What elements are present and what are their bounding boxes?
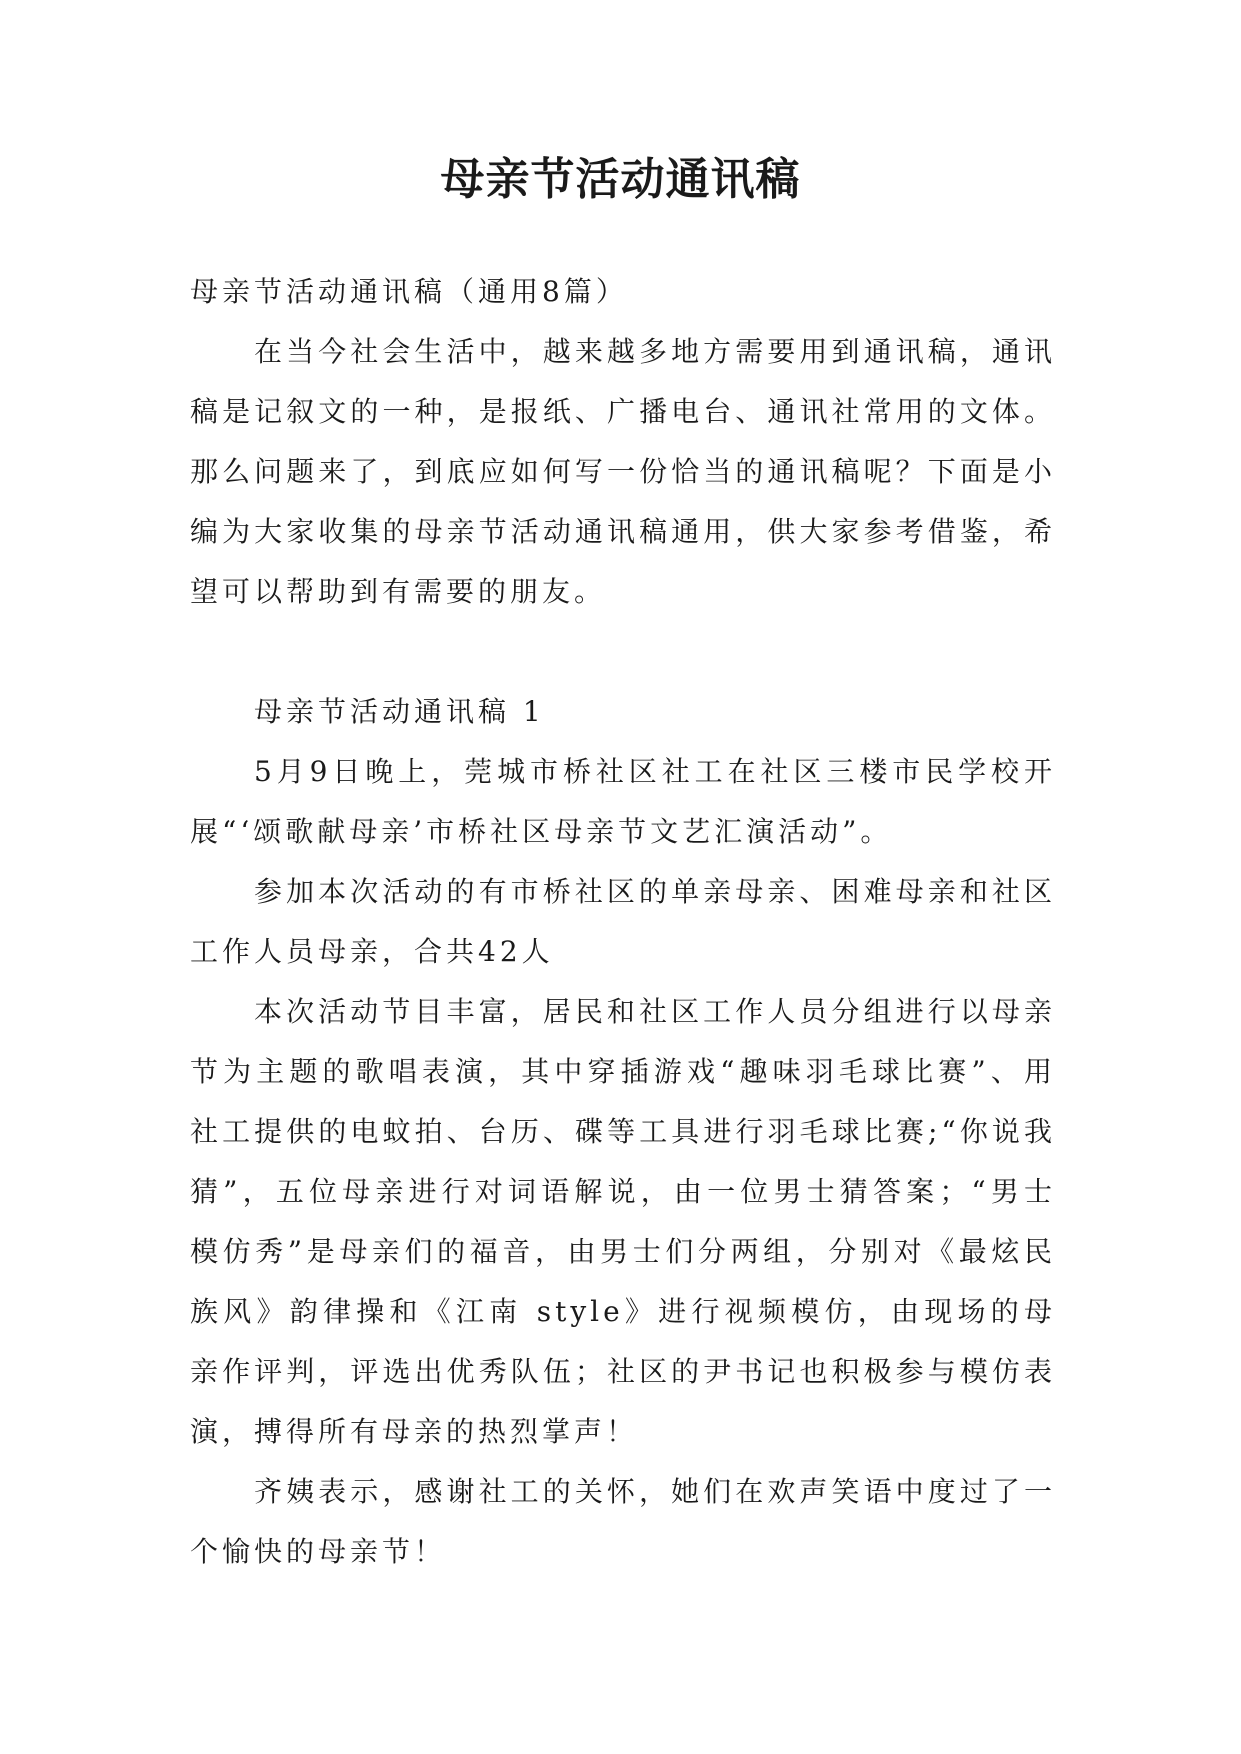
body-paragraph: 5月9日晚上，莞城市桥社区社工在社区三楼市民学校开展“‘颂歌献母亲’市桥社区母亲节文艺汇演活动”。 [190, 755, 1056, 848]
document-title: 母亲节活动通讯稿 [440, 154, 801, 205]
body-paragraph: 参加本次活动的有市桥社区的单亲母亲、困难母亲和社区工作人员母亲，合共42人 [190, 875, 1056, 968]
document-subtitle: 母亲节活动通讯稿（通用8篇） [190, 275, 628, 308]
section-spacer [190, 622, 1056, 682]
section-heading: 母亲节活动通讯稿 1 [254, 695, 545, 728]
body-paragraph: 本次活动节目丰富，居民和社区工作人员分组进行以母亲节为主题的歌唱表演，其中穿插游戏“趣味羽毛球比赛”、用社工提供的电蚊拍、台历、碟等工具进行羽毛球比赛;“你说我猜”，五位母亲进行对词语解说，由一位男士猜答案；“男士模仿秀”是母亲们的福音，由男士们分两组，分别对《最炫民族风》韵律操和《江南 style》进行视频模仿，由现场的母亲作评判，评选出优秀队伍；社区的尹书记也积极参与模仿表演，搏得所有母亲的热烈掌声！ [190, 995, 1056, 1448]
document-body [190, 262, 1056, 1582]
intro-paragraph: 在当今社会生活中，越来越多地方需要用到通讯稿，通讯稿是记叙文的一种，是报纸、广播电台、通讯社常用的文体。那么问题来了，到底应如何写一份恰当的通讯稿呢？下面是小编为大家收集的母亲节活动通讯稿通用，供大家参考借鉴，希望可以帮助到有需要的朋友。 [190, 335, 1056, 608]
body-paragraph: 齐姨表示，感谢社工的关怀，她们在欢声笑语中度过了一个愉快的母亲节！ [190, 1475, 1056, 1568]
